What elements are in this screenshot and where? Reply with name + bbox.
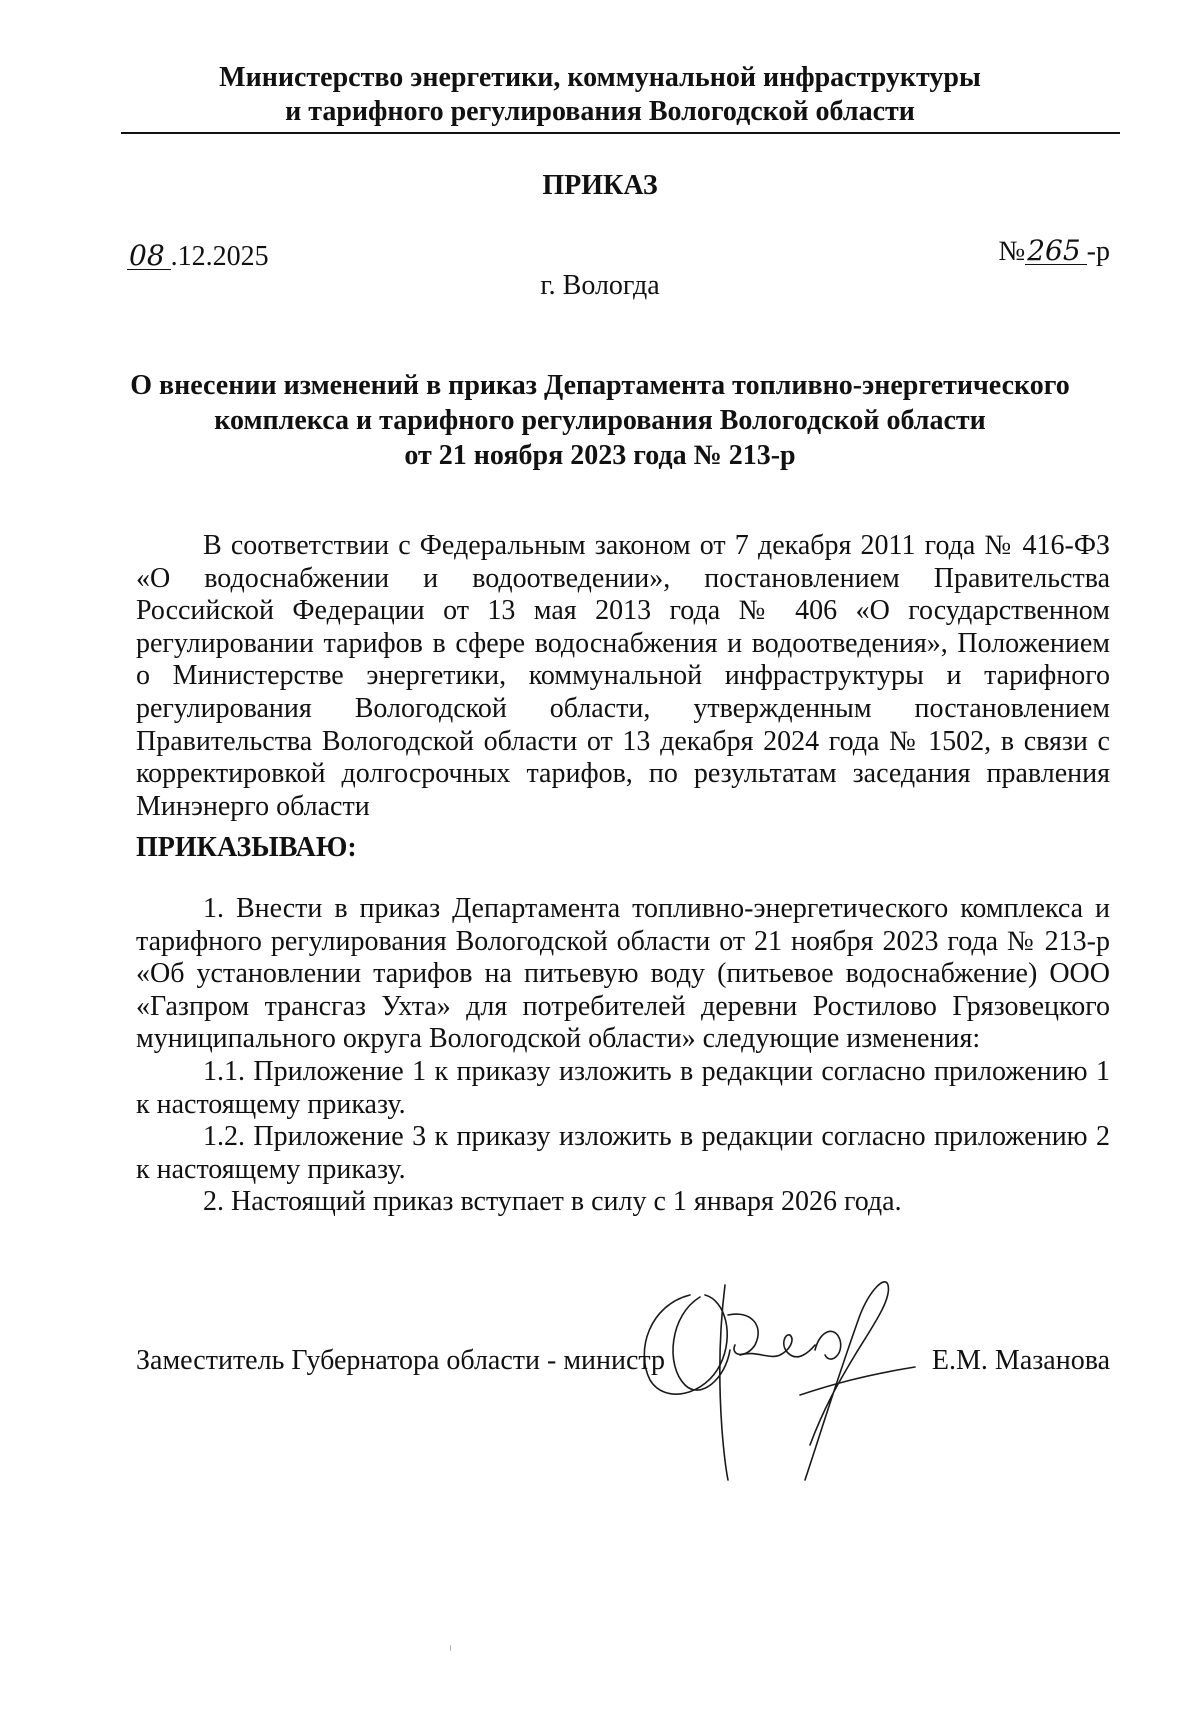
date-month-year: .12.2025	[170, 241, 269, 272]
preamble-paragraph: В соответствии с Федеральным законом от 7 декабря 2011 года № 416-ФЗ «О водоснабжении и водоотведении», постановлением Правительства Российской Федерации от 13 мая 2013 года № 406 «О государственном регулировании тарифов в сфере водоснабжения и водоотведения», Положением о Министерстве энергетики, коммунальной инфраструктуры и тарифного регулирования Вологодской области, утвержденным постановлением Правительства Вологодской области от 13 декабря 2024 года № 1502, в связи с корректировкой долгосрочных тарифов, по результатам заседания правления Минэнерго области	[136, 530, 1110, 822]
number-suffix: -р	[1086, 236, 1110, 267]
subject-line-3: от 21 ноября 2023 года № 213-р	[404, 440, 796, 471]
document-title: ПРИКАЗ	[542, 170, 658, 201]
order-directive: ПРИКАЗЫВАЮ:	[136, 832, 357, 863]
signatory-position: Заместитель Губернатора области - министр	[136, 1345, 665, 1376]
item-1: 1. Внести в приказ Департамента топливно-энергетического комплекса и тарифного регулирования Вологодской области от 21 ноября 2023 года № 213-р «Об установлении тарифов на питьевую воду (питьевое водоснабжение) ООО «Газпром трансгаз Ухта» для потребителей деревни Ростилово Грязовецкого муниципального округа Вологодской области» следующие изменения:	[136, 893, 1110, 1055]
subject-line-2: комплекса и тарифного регулирования Вологодской области	[214, 405, 986, 436]
header-divider	[121, 132, 1120, 134]
document-number	[999, 236, 1111, 268]
document-subject	[0, 368, 1200, 473]
scan-artifact	[450, 1645, 451, 1651]
item-1-2: 1.2. Приложение 3 к приказу изложить в редакции согласно приложению 2 к настоящему приказу.	[136, 1121, 1110, 1185]
ministry-name-line-1: Министерство энергетики, коммунальной инфраструктуры	[219, 62, 981, 93]
order-items	[136, 893, 1110, 1219]
number-sign: №	[998, 236, 1026, 267]
date-day-handwritten: 08	[127, 243, 171, 270]
signatory-name: Е.М. Мазанова	[931, 1345, 1110, 1376]
item-1-1: 1.1. Приложение 1 к приказу изложить в редакции согласно приложению 1 к настоящему приказу.	[136, 1055, 1110, 1120]
document-city: г. Вологда	[540, 270, 660, 301]
preamble-block	[136, 530, 1110, 823]
item-2: 2. Настоящий приказ вступает в силу с 1 января 2026 года.	[203, 1186, 902, 1218]
signature-block	[136, 1345, 1110, 1381]
ministry-name-line-2: и тарифного регулирования Вологодской области	[285, 96, 915, 127]
number-handwritten: 265	[1025, 238, 1086, 265]
subject-line-1: О внесении изменений в приказ Департамента топливно-энергетического	[130, 370, 1070, 401]
document-date	[127, 241, 269, 273]
